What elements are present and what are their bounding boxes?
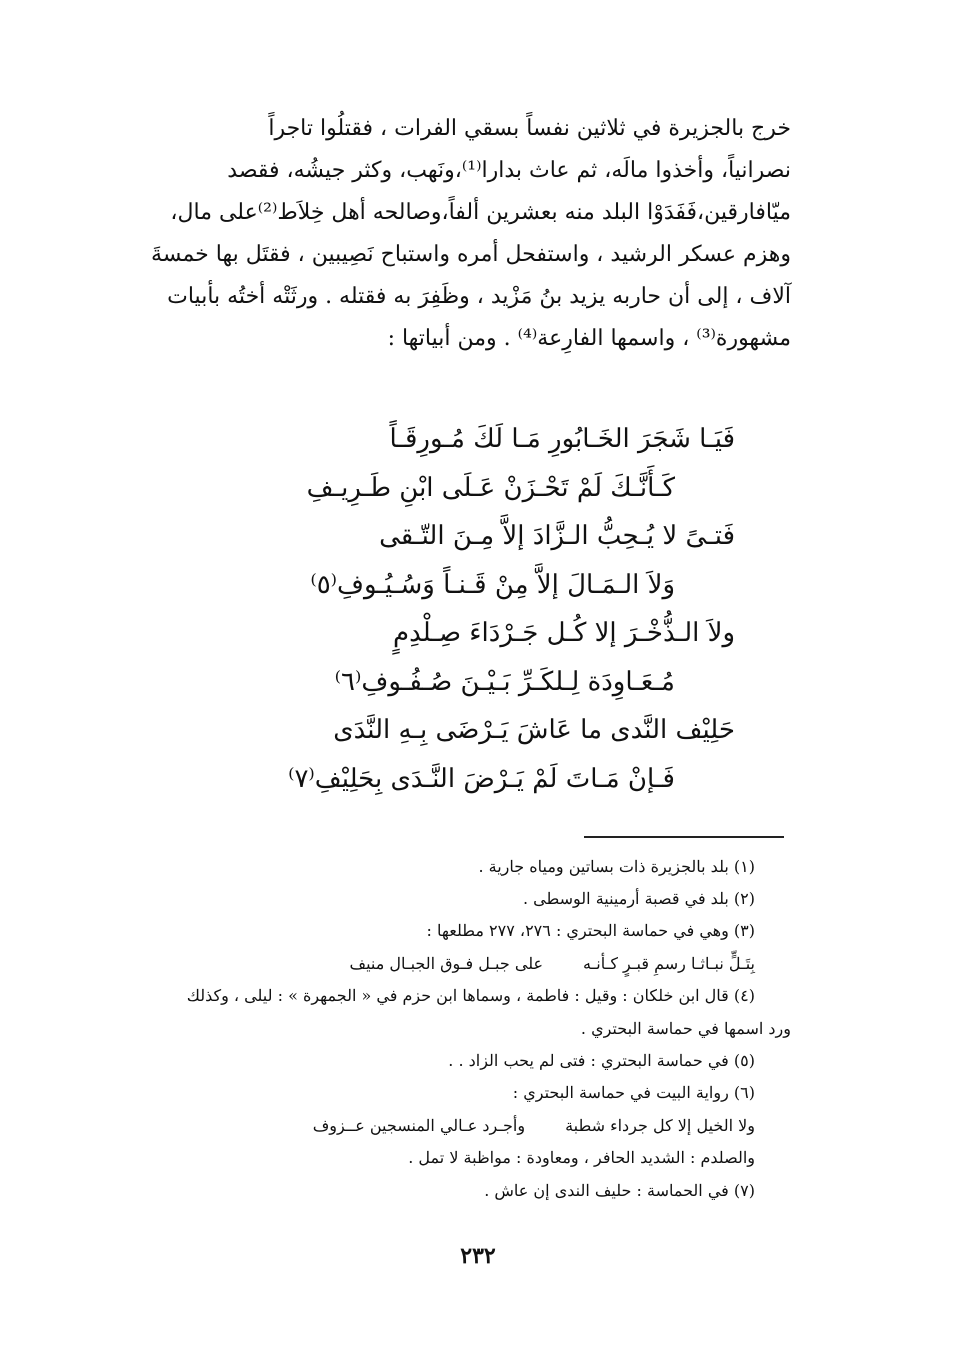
footnote-3-verse bbox=[115, 947, 791, 979]
footnote-4: (٤) قال ابن خلكان : وقيل : فاطمة ، وسماها ابن حزم في « الجمهرة » : ليلى ، وكذلك bbox=[186, 986, 755, 1006]
footnote-1: (١) بلد بالجزيرة ذات بساتين ومياه جارية . bbox=[478, 856, 755, 876]
footnotes bbox=[115, 850, 791, 1206]
verse-line: فَتـىً لا يُـحِبُّ الـزَّادَ إلاَّ مِـنَ التّـقى bbox=[379, 521, 735, 552]
footnote-5: (٥) في حماسة البحتري : فتى لم يحب الزاد . . bbox=[448, 1051, 755, 1071]
prose-paragraph bbox=[115, 108, 791, 360]
verse-hemistich: بِتَـلٍّ نبـاثـا رسمِ قبـرٍ كـأنـه bbox=[583, 953, 755, 973]
verse-line: فَـإنْ مَـاتَ لَمْ يَـرْضَ النَّـدَى بِحَلِيْفِ⁽٧⁾ bbox=[288, 763, 675, 794]
footnote-2: (٢) بلد في قصبة أرمينية الوسطى . bbox=[522, 889, 755, 909]
footnote-6-note: والصلدم : الشديد الحافر ، ومعاودة : مواظبة لا تمل . bbox=[408, 1148, 755, 1168]
prose-line: مشهورة⁽³⁾ ، واسمها الفارِعة⁽⁴⁾ . ومن أبياتها : bbox=[387, 326, 791, 351]
verse-hemistich: ولا الخيل إلا كل جرداء شطبة bbox=[565, 1115, 755, 1135]
verse-line: مُـعَـاوِدَة لِـلكَـرِّ بَـيْـنَ صُـفُـوفِ⁽٦⁾ bbox=[334, 666, 675, 697]
verse-line: كَـأَنَّـكَ لَمْ تَحْـزَنْ عَـلَى ابْنِ طَـرِيـفِ bbox=[306, 472, 675, 503]
footnote-7: (٧) في الحماسة : حليف الندى إن عاش . bbox=[484, 1180, 755, 1200]
poem-verses bbox=[160, 415, 760, 803]
footnote-divider bbox=[584, 836, 784, 838]
verse-hemistich: على جبـل فـوق الجبـال منيف bbox=[349, 953, 544, 973]
footnote-6: (٦) رواية البيت في حماسة البحتري : bbox=[512, 1083, 755, 1103]
footnote-4-continuation: ورد اسمها في حماسة البحتري . bbox=[580, 1018, 791, 1038]
prose-line: وهزم عسكر الرشيد ، واستفحل أمره واستباح نَصِيبين ، فقتَل بها خمسةَ bbox=[151, 242, 791, 267]
prose-line: خرج بالجزيرة في ثلاثين نفساً بسقي الفرات ، فقتلُوا تاجراً bbox=[268, 116, 791, 141]
prose-line: آلاف ، إلى أن حاربه يزيد بنُ مَزْيد ، وظَفِرَ به فقتله . ورثَتْه أختُه بأبيات bbox=[167, 284, 791, 309]
page-number: ٢٣٢ bbox=[460, 1243, 496, 1269]
verse-line: وَلاَ الـمَـالَ إلاَّ مِنْ قَـنـاً وَسُـيُـوفِ⁽٥⁾ bbox=[310, 569, 675, 600]
verse-hemistich: وأجـرد عـالي المنسجين عــزوف bbox=[312, 1115, 526, 1135]
footnote-3: (٣) وهي في حماسة البحتري : ٢٧٦، ٢٧٧ مطلعها : bbox=[426, 921, 755, 941]
footnote-6-verse bbox=[115, 1109, 791, 1141]
verse-line: فَيَـا شَجَرَ الخَـابُورِ مَـا لَكَ مُـورِقَـاً bbox=[389, 424, 735, 455]
verse-line: حَلِيْف النَّدى ما عَاشَ يَـرْضَى بِـهِ النَّدَى bbox=[333, 715, 735, 746]
verse-line: ولاَ الـذُّخْـرَ إلا كُـل جَـرْدَاءَ صِـلْدِمٍ bbox=[393, 618, 735, 649]
prose-line: ميّافارقين،فَفَدَوْا البلد منه بعشرين ألفاً،وصالحه أهل خِلاَط⁽²⁾على مال، bbox=[170, 200, 791, 225]
prose-line: نصرانياً، وأخذوا مالَه، ثم عاث بدارا⁽¹⁾،ونَهب، وكثر جيشُه، فقصد bbox=[227, 158, 791, 183]
